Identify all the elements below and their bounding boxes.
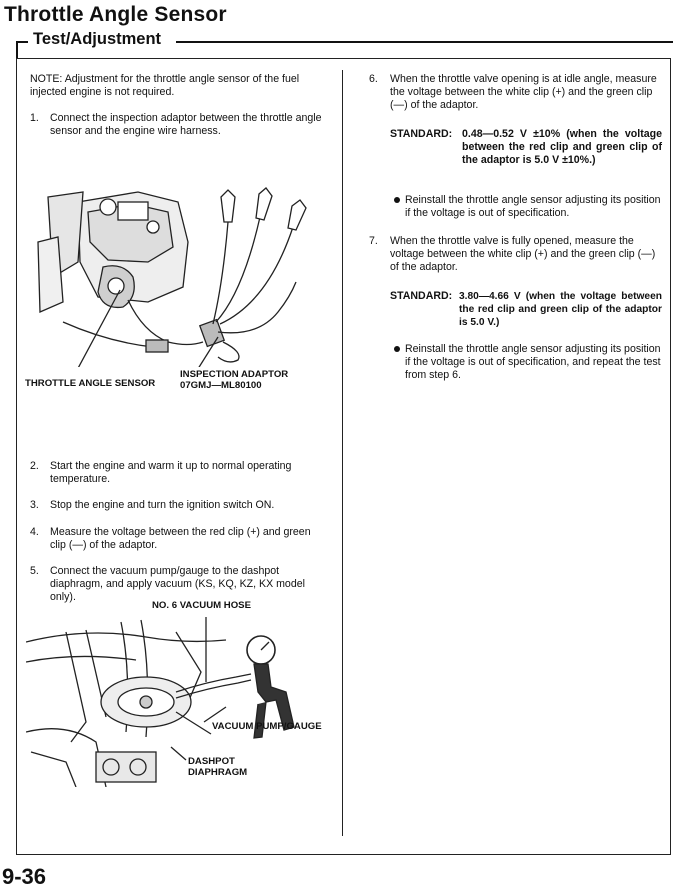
step-2-text: Start the engine and warm it up to normal operating temperature. <box>50 460 292 485</box>
step-number: 5. <box>30 565 39 577</box>
throttle-sensor-illustration <box>28 182 328 367</box>
step-3-text: Stop the engine and turn the ignition switch ON. <box>50 499 275 511</box>
figure-label-vacuum-pump: VACUUM PUMP/GAUGE <box>212 721 322 732</box>
vacuum-pump-illustration <box>26 612 336 787</box>
step-number: 4. <box>30 526 39 538</box>
section-rule-corner <box>16 41 18 59</box>
step-number: 6. <box>369 73 378 85</box>
page-number: 9-36 <box>2 864 47 889</box>
standard-value-step-7: 3.80—4.66 V (when the voltage between the red clip and green clip of the adaptor is 5.0 V.) <box>459 291 662 328</box>
page-title: Throttle Angle Sensor <box>4 3 227 26</box>
bullet-text-step-6: Reinstall the throttle angle sensor adjusting its position if the voltage is out of specification. <box>405 194 661 219</box>
step-number: 1. <box>30 112 39 124</box>
figure-label-diaphragm: DIAPHRAGM <box>188 767 248 778</box>
step-1-text: Connect the inspection adaptor between the throttle angle sensor and the engine wire harness. <box>50 112 322 137</box>
section-title: Test/Adjustment <box>33 30 162 48</box>
column-divider <box>342 70 343 836</box>
standard-label: STANDARD: <box>390 128 453 140</box>
standard-value-step-6: 0.48—0.52 V ±10% (when the voltage between the red clip and green clip of the adaptor is 5.0 V ±10%.) <box>462 128 662 166</box>
section-rule-line <box>176 41 673 43</box>
step-number: 7. <box>369 235 378 247</box>
figure-label-sensor: THROTTLE ANGLE SENSOR <box>25 378 156 389</box>
step-6-text: When the throttle valve opening is at idle angle, measure the voltage between the white clip (+) and the green clip (—) of the adaptor. <box>390 73 657 111</box>
bullet-text-step-7: Reinstall the throttle angle sensor adjusting its position if the voltage is out of specification, and repeat the test from step 6. <box>405 343 661 381</box>
standard-label: STANDARD: <box>390 290 453 302</box>
figure-label-adaptor-part-number: 07GMJ—ML80100 <box>180 380 262 391</box>
step-5-text: Connect the vacuum pump/gauge to the dashpot diaphragm, and apply vacuum (KS, KQ, KZ, KX model only). <box>50 565 305 603</box>
bullet-icon <box>394 197 400 203</box>
bullet-icon <box>394 346 400 352</box>
note-text: NOTE: Adjustment for the throttle angle sensor of the fuel injected engine is not required. <box>30 73 300 98</box>
figure-label-vacuum-hose: NO. 6 VACUUM HOSE <box>152 600 251 611</box>
figure-label-adaptor: INSPECTION ADAPTOR <box>180 369 289 380</box>
step-4-text: Measure the voltage between the red clip (+) and green clip (—) of the adaptor. <box>50 526 311 551</box>
step-number: 2. <box>30 460 39 472</box>
step-7-text: When the throttle valve is fully opened, measure the voltage between the white clip (+) and the green clip (—) of the adaptor. <box>390 235 656 273</box>
figure-label-dashpot: DASHPOT <box>188 756 235 767</box>
step-number: 3. <box>30 499 39 511</box>
